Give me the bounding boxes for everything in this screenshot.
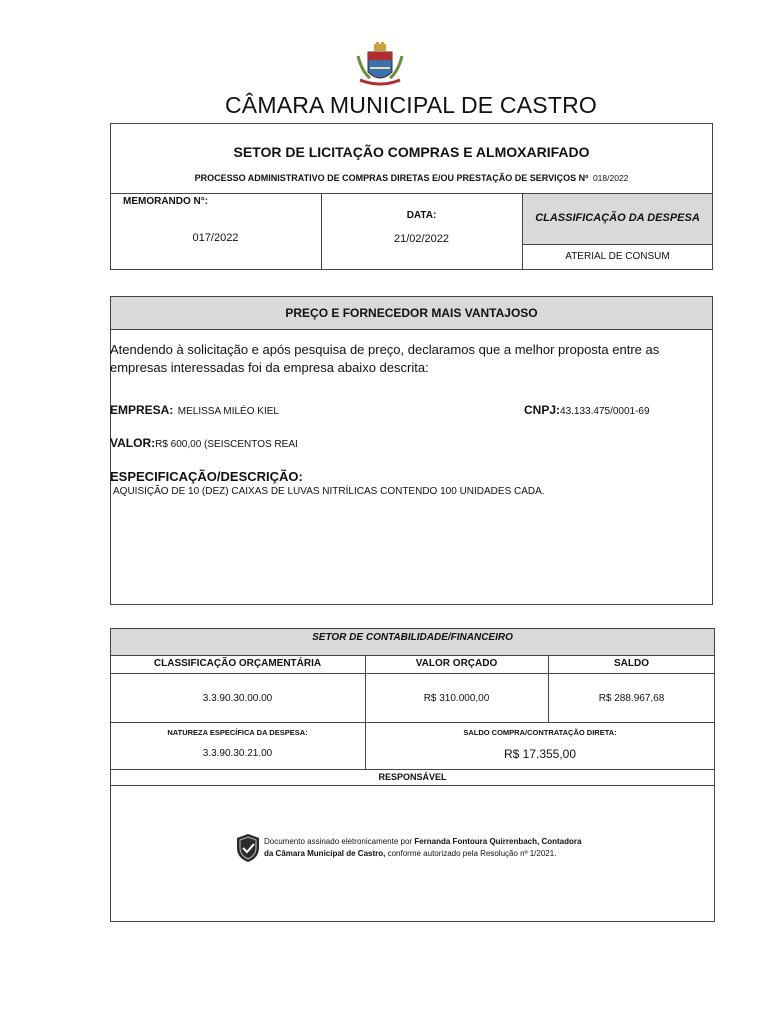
value-line (110, 434, 298, 452)
institution-title: CÂMARA MUNICIPAL DE CASTRO (225, 92, 597, 118)
finance-title: SETOR DE CONTABILIDADE/FINANCEIRO (312, 632, 513, 643)
sector-title: SETOR DE LICITAÇÃO COMPRAS E ALMOXARIFADO (233, 144, 590, 160)
direct-balance-label: SALDO COMPRA/CONTRATAÇÃO DIRETA: (463, 728, 617, 737)
spec-value: AQUISIÇÃO DE 10 (DEZ) CAIXAS DE LUVAS NITRÍLICAS CONTENDO 100 UNIDADES CADA. (113, 486, 545, 497)
value-label: VALOR: (110, 436, 156, 450)
budget-value: R$ 310.000,00 (423, 693, 490, 704)
signature-line-1 (264, 837, 581, 846)
value-value: R$ 600,00 (SEISCENTOS REAI (155, 439, 298, 450)
classification-code: 3.3.90.30.00.00 (202, 693, 273, 704)
signature-name: Fernanda Fontoura Quirrenbach, Contadora (414, 837, 582, 846)
col-classification: CLASSIFICAÇÃO ORÇAMENTÁRIA (153, 658, 322, 669)
process-number: 018/2022 (592, 173, 629, 183)
supplier-title: PREÇO E FORNECEDOR MAIS VANTAJOSO (285, 306, 538, 320)
memo-value: 017/2022 (192, 232, 239, 244)
signature-line-2 (264, 849, 556, 858)
balance-value: R$ 288.967,68 (598, 693, 665, 704)
company-value: MELISSA MILÉO KIEL (177, 406, 279, 417)
direct-balance-value: R$ 17.355,00 (503, 747, 577, 761)
signature-suffix: conforme autorizado pela Resolução nº 1/2021. (387, 849, 557, 858)
nature-label: NATUREZA ESPECÍFICA DA DESPESA: (167, 728, 308, 737)
process-label: PROCESSO ADMINISTRATIVO DE COMPRAS DIRETAS E/OU PRESTAÇÃO DE SERVIÇOS Nº (194, 173, 589, 183)
spec-label: ESPECIFICAÇÃO/DESCRIÇÃO: (110, 469, 303, 484)
memo-label: MEMORANDO N°: (123, 196, 209, 207)
date-value: 21/02/2022 (393, 233, 450, 245)
col-balance: SALDO (614, 658, 649, 669)
responsible-label: RESPONSÁVEL (378, 772, 447, 782)
signature-prefix: Documento assinado eletronicamente por (264, 837, 413, 846)
supplier-intro: Atendendo à solicitação e após pesquisa de preço, declaramos que a melhor proposta entre as empresas interessadas foi da empresa abaixo descrita: (110, 342, 660, 375)
nature-value: 3.3.90.30.21.00 (202, 748, 273, 759)
company-line (110, 401, 279, 419)
cnpj-label: CNPJ: (524, 403, 561, 417)
date-label: DATA: (406, 210, 437, 221)
col-budget: VALOR ORÇADO (415, 658, 498, 669)
shield-check-icon (236, 833, 260, 863)
cnpj-value: 43.133.475/0001-69 (560, 406, 650, 417)
classification-label: CLASSIFICAÇÃO DA DESPESA (535, 212, 700, 224)
cnpj-line (524, 401, 650, 419)
classification-value: ATERIAL DE CONSUM (565, 251, 670, 262)
company-label: EMPRESA: (110, 403, 174, 417)
coat-of-arms-icon (352, 42, 408, 90)
process-line (110, 173, 713, 183)
signature-org: da Câmara Municipal de Castro, (264, 849, 386, 858)
